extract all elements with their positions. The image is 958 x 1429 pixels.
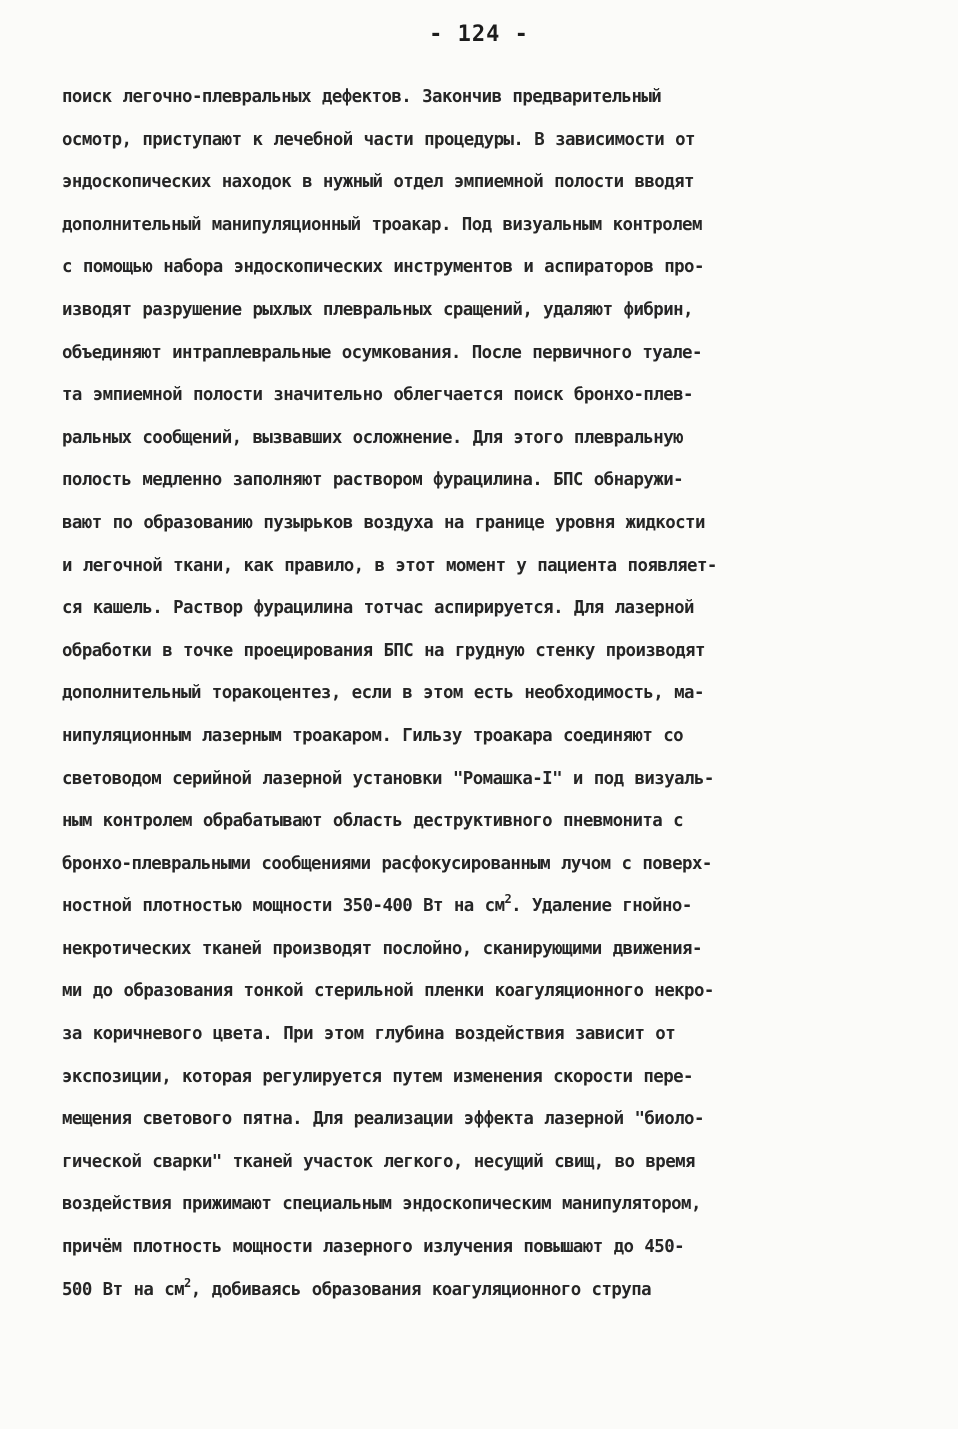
text-line	[62, 885, 902, 928]
text-line: изводят разрушение рыхлых плевральных сращений, удаляют фибрин,	[62, 299, 693, 320]
text-line: гической сварки" тканей участок легкого, несущий свищ, во время	[62, 1151, 695, 1172]
text-line: с помощью набора эндоскопических инструментов и аспираторов про-	[62, 257, 704, 278]
text-line: причём плотность мощности лазерного излучения повышают до 450-	[62, 1237, 685, 1258]
text-line: некротических тканей производят послойно, сканирующими движения-	[62, 938, 702, 959]
text-line: ми до образования тонкой стерильной пленки коагуляционного некро-	[62, 981, 714, 1002]
text-line: поиск легочно-плевральных дефектов. Закончив предварительный	[62, 87, 662, 107]
text-line: за коричневого цвета. При этом глубина воздействия зависит от	[62, 1024, 676, 1045]
text-line: дополнительный торакоцентез, если в этом есть необходимость, ма-	[62, 683, 704, 704]
superscript: 2	[184, 1275, 191, 1290]
text-line: ным контролем обрабатывают область деструктивного пневмонита с	[62, 811, 684, 832]
text-line: вают по образованию пузырьков воздуха на границе уровня жидкости	[62, 512, 705, 533]
text-line: объединяют интраплевральные осумкования. После первичного туале-	[62, 342, 702, 363]
text-line: эндоскопических находок в нужный отдел эмпиемной полости вводят	[62, 172, 694, 193]
text-line: та эмпиемной полости значительно облегчается поиск бронхо-плев-	[62, 385, 693, 406]
text-line: дополнительный манипуляционный троакар. Под визуальным контролем	[62, 214, 702, 235]
text-line: нипуляционным лазерным троакаром. Гильзу троакара соединяют со	[62, 725, 684, 746]
superscript: 2	[504, 892, 512, 907]
text-line-start: 500 Вт на см	[62, 1279, 185, 1300]
page-number: - 124 -	[429, 22, 529, 47]
text-line-end: . Удаление гнойно-	[511, 896, 692, 917]
text-line: экспозиции, которая регулируется путем изменения скорости пере-	[62, 1066, 693, 1087]
text-line: мещения светового пятна. Для реализации эффекта лазерной "биоло-	[62, 1109, 704, 1130]
text-line: осмотр, приступают к лечебной части процедуры. В зависимости от	[62, 129, 695, 150]
text-line: обработки в точке проецирования БПС на грудную стенку производят	[62, 640, 705, 661]
text-line: воздействия прижимают специальным эндоскопическим манипулятором,	[62, 1194, 701, 1215]
body-text	[62, 76, 902, 1311]
text-line-start: ностной плотностью мощности 350-400 Вт на см	[62, 896, 505, 917]
text-line: и легочной ткани, как правило, в этот момент у пациента появляет-	[62, 555, 717, 576]
text-line-end: , добиваясь образования коагуляционного струпа	[190, 1279, 652, 1300]
text-line: полость медленно заполняют раствором фурацилина. БПС обнаружи-	[62, 470, 684, 491]
text-line: ся кашель. Раствор фурацилина тотчас аспирируется. Для лазерной	[62, 598, 694, 619]
text-line: световодом серийной лазерной установки "Ромашка-I" и под визуаль-	[62, 768, 714, 789]
text-line	[62, 1269, 902, 1312]
text-line: бронхо-плевральными сообщениями расфокусированным лучом с поверх-	[62, 853, 712, 874]
text-line: ральных сообщений, вызвавших осложнение. Для этого плевральную	[62, 427, 684, 448]
